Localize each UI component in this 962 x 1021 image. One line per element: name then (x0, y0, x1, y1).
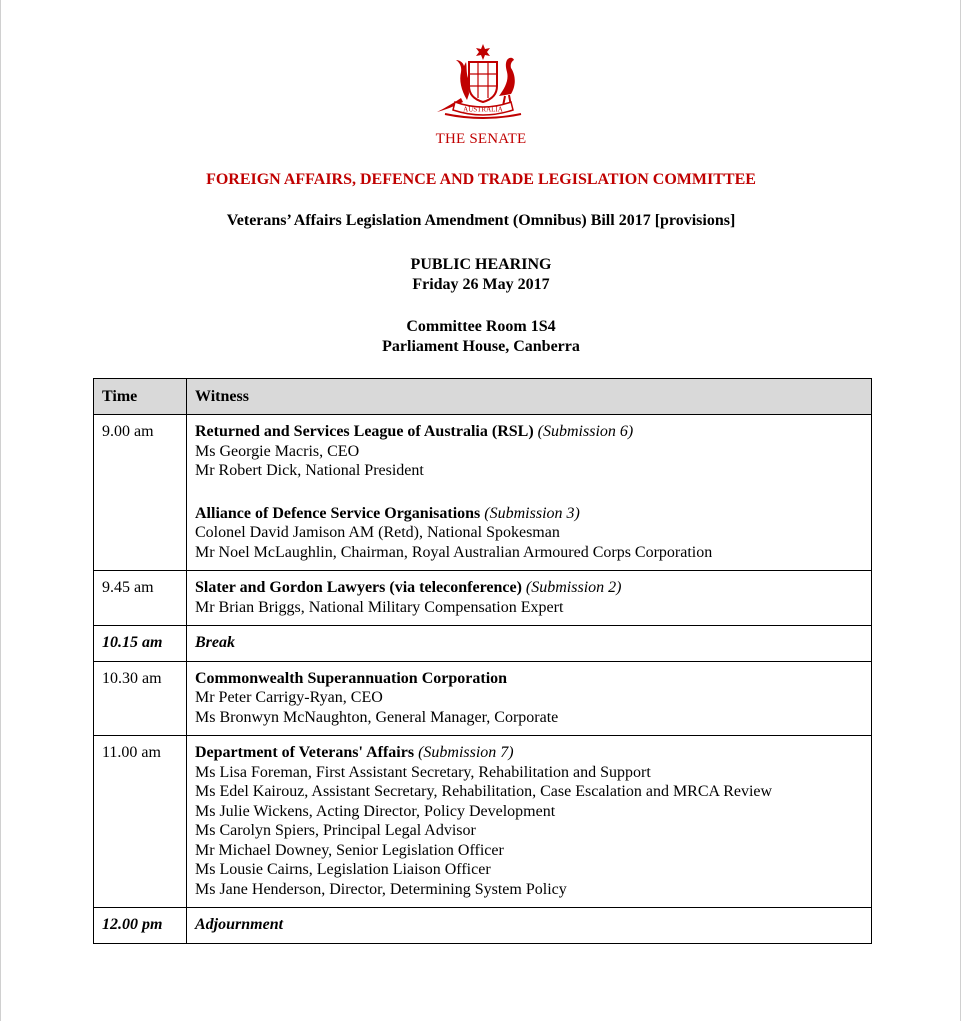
time-cell: 9.00 am (94, 415, 187, 571)
break-cell: Break (187, 626, 872, 662)
table-row (94, 571, 872, 626)
witness-name: Ms Edel Kairouz, Assistant Secretary, Rehabilitation, Case Escalation and MRCA Review (195, 783, 773, 800)
witness-name: Ms Jane Henderson, Director, Determining System Policy (195, 880, 567, 898)
organisation-heading: Returned and Services League of Australia (RSL) (Submission 6) (195, 423, 634, 440)
adjournment-row (94, 908, 872, 944)
time-column-header: Time (94, 379, 187, 415)
organisation-heading: Alliance of Defence Service Organisations (Submission 3) (195, 504, 580, 522)
table-row (94, 415, 872, 571)
witness-name: Ms Lousie Cairns, Legislation Liaison Officer (195, 861, 491, 878)
chamber-name: THE SENATE (435, 131, 527, 147)
break-row (94, 626, 872, 662)
coat-of-arms-icon (431, 42, 535, 122)
venue-info (0, 317, 962, 357)
crest-label: AUSTRALIA (463, 105, 503, 114)
committee-name: FOREIGN AFFAIRS, DEFENCE AND TRADE LEGISLATION COMMITTEE (206, 171, 756, 188)
schedule-table (93, 378, 872, 944)
hearing-type: PUBLIC HEARING (410, 256, 552, 273)
witness-column-header: Witness (187, 379, 872, 415)
witness-name: Mr Noel McLaughlin, Chairman, Royal Australian Armoured Corps Corporation (195, 543, 713, 561)
witness-name: Ms Julie Wickens, Acting Director, Policy Development (195, 802, 556, 820)
witness-cell (187, 415, 872, 571)
table-row (94, 661, 872, 736)
witness-cell (187, 661, 872, 736)
witness-cell (187, 736, 872, 908)
organisation-heading: Slater and Gordon Lawyers (via teleconference) (Submission 2) (195, 579, 622, 596)
witness-cell (187, 571, 872, 626)
time-cell: 10.30 am (94, 661, 187, 736)
organisation-heading: Department of Veterans' Affairs (Submission 7) (195, 744, 514, 761)
witness-name: Ms Bronwyn McNaughton, General Manager, Corporate (195, 708, 559, 726)
witness-name: Mr Peter Carrigy-Ryan, CEO (195, 689, 383, 706)
organisation-heading: Commonwealth Superannuation Corporation (195, 669, 508, 687)
hearing-date: Friday 26 May 2017 (412, 276, 550, 293)
time-cell: 11.00 am (94, 736, 187, 908)
witness-name: Mr Robert Dick, National President (195, 462, 424, 479)
bill-title: Veterans’ Affairs Legislation Amendment (Omnibus) Bill 2017 [provisions] (226, 212, 736, 229)
venue-location: Parliament House, Canberra (382, 338, 580, 355)
venue-room: Committee Room 1S4 (406, 318, 556, 335)
witness-name: Ms Lisa Foreman, First Assistant Secretary, Rehabilitation and Support (195, 763, 651, 781)
adjournment-cell: Adjournment (187, 908, 872, 944)
time-cell: 12.00 pm (94, 908, 187, 944)
table-header-row (94, 379, 872, 415)
hearing-info (0, 255, 962, 295)
table-row (94, 736, 872, 908)
witness-name: Mr Brian Briggs, National Military Compensation Expert (195, 598, 564, 616)
witness-name: Ms Carolyn Spiers, Principal Legal Advisor (195, 822, 476, 839)
witness-name: Mr Michael Downey, Senior Legislation Officer (195, 841, 504, 859)
time-cell: 10.15 am (94, 626, 187, 662)
witness-name: Colonel David Jamison AM (Retd), National Spokesman (195, 524, 560, 541)
time-cell: 9.45 am (94, 571, 187, 626)
witness-name: Ms Georgie Macris, CEO (195, 442, 360, 460)
